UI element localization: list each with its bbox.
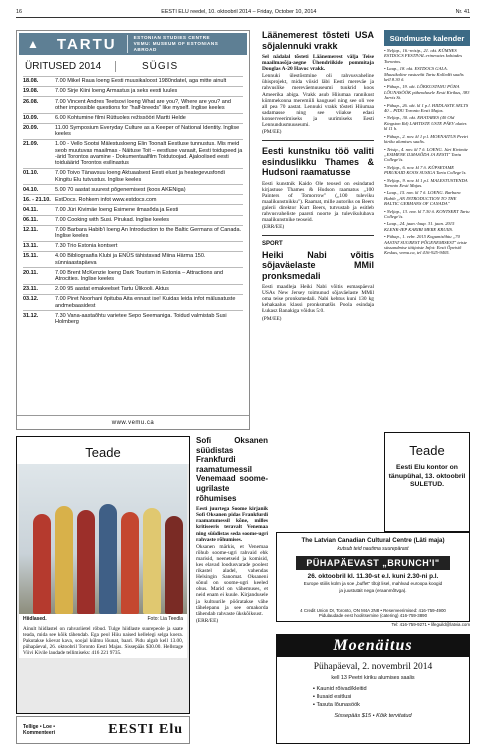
calendar-list [384, 48, 470, 258]
event-row [23, 76, 243, 86]
notice-office-closed [384, 432, 470, 532]
calendar-item: • Laup., 18. okt. ESTDOCS GALA. Muusikaline vastuvõtt Tartu Kolledži saalis kell 8.30 õ. [384, 66, 464, 83]
tartu-events-ad [16, 30, 250, 430]
feature-item: ▪ Tasuta lõunasöök [313, 701, 469, 709]
event-text: 6.00 Kohtumine filmi Rüttuoles režissööri Martti Helde [55, 114, 186, 121]
brunch-date: 26. oktoobril kl. 11.30-st e.l. kuni 2.30-ni p.l. [307, 573, 439, 580]
event-text: 2.00 95 aastat emakeelset Tartu Ülikooli. Aktus [55, 286, 169, 293]
subscribe-text: Tellige • Loe • Kommenteeri [23, 724, 56, 736]
ad-contact: Tel: 416-759-9271 • lifeguild@latvia.com [391, 622, 470, 627]
event-date: 13.11. [23, 243, 38, 250]
tartu-banner [19, 33, 247, 55]
event-row [23, 86, 243, 96]
notice-title: Teade [17, 437, 189, 464]
article-body: Eesti kunstnik Kaido Ole teosed on esindatud kirjastuse Thames & Hudson raamatus „100 Painters of Tomorrow" („100 tuleviku maalikunstnikku"). Raamat, mille autoriks on Beers galerii direktor Kurt Beers, tutvustab ja esitleb rahvusvaheliste paarsti noorte ja tulevikulubava maalikunstnike teoseid. [262, 180, 374, 224]
event-text: 1.00 - Vello Sootsi Mälestusloeng Elin Toonalt Eestluse tunnustus. Mis meid seob muutuvas maailmas - Näituse Toit – eestluse varaait, Eesti toidupeed ja -ärid Torontos avamine - Dokumentaalfilm Toidutoojad. Ajaloolised eesti toiduäärid Torontos esilinastus [55, 141, 243, 167]
brunch-desc: Europe stiilis külm ja soe „buffet" tõüjt lisel, mahlvad euroopa koogid [303, 581, 443, 586]
masthead: EESTI ELU reedel, 10. oktoobril 2014 – Friday, October 10, 2014 [161, 8, 317, 15]
calendar-item: • Pühap., 19. okt. LÕKKUSTANU PÜHA LÕUNASÖÖK pühendusele Eesti Kirikus, 383 Jarvis St. [384, 84, 470, 101]
notice-title: Teade [409, 443, 445, 458]
ad-title: The Latvian Canadian Cultural Centre (Läti maja) [301, 537, 445, 544]
fashion-show-ad [276, 634, 470, 744]
notice-hiidlased [16, 436, 190, 714]
event-date: 26.08. [23, 98, 39, 105]
event-date: 03.12. [23, 296, 39, 303]
event-row [23, 284, 243, 294]
section-tag: SPORT [262, 241, 283, 248]
event-date: 16. - 21.10. [23, 196, 51, 203]
event-text: 7.00 Jüri Kivimäe loeng Esimene ilmasõda ja Eesti [55, 206, 179, 213]
event-row [23, 204, 243, 214]
article-lede: Sel nädalal tõsteti Läänemerest välja Teise maailmasõja-aegne Ühendriikide pommitaja Douglas A-20 Havoc vrakk. [262, 54, 374, 73]
event-features [277, 685, 469, 709]
divider [262, 140, 374, 141]
event-date: 15.11. [23, 253, 38, 260]
event-date: 04.11. [23, 206, 38, 213]
event-place: kell 13 Peetri kiriku alumises saalis [331, 675, 415, 681]
event-text: 7.00 Mikel Raua loeng Eesti muusikaloost 1980ndatel, aga mitte ainult [55, 78, 227, 85]
event-text: 5.00 70 aastat suurest põgenemisest (koos AKENiga) [55, 186, 186, 193]
feature-item: ▪ Kaunid rõivad/kleitid [313, 685, 469, 693]
feature-item: ▪ Ilusaid esitlusi [313, 693, 469, 701]
event-text: 7.30 Vana-aastaõhtu varietee Sepo Seemaniga. Toidud valmistab Susi Holmberg [55, 312, 227, 325]
calendar-item: • Neljap., 6. nov. kl 7 õ. KÜPSETAME PIRUKAID KOOS SUSIGA Tartu College'is. [384, 164, 467, 176]
calendar-title: Sündmuste kalender [384, 30, 470, 46]
article-source: (PM/EE) [262, 129, 282, 136]
photo-caption: Hiidlased. Foto: Lia Teedla [19, 614, 187, 624]
article-headline: Läänemerest tõsteti USA sõjalennuki vrakk [262, 30, 374, 51]
tartu-title: TARTU [56, 35, 117, 53]
event-text: 7.00 Cooking with Susi. Pirukad. Inglise keeles [55, 216, 170, 223]
event-text: 7.30 Trio Estonia kontsert [55, 243, 118, 250]
event-date: 31.12. [23, 312, 39, 319]
article-source: (ERR/EE) [196, 617, 219, 624]
event-date: 18.08. [23, 78, 39, 85]
event-row [23, 96, 243, 112]
event-row [23, 310, 243, 326]
tartu-centre-name: ESTONIAN STUDIES CENTRE VEMU: MUSEUM OF ESTONIANS ABROAD [127, 35, 239, 53]
calendar-item: • Pühap., 2. nov. kl 1 p.l. MOENAITUS Peetri kiriku alumises saalis. [384, 133, 469, 145]
event-date: 23.11. [23, 286, 38, 293]
event-date: 19.08. [23, 88, 39, 95]
event-row [23, 267, 243, 283]
article-lede: Eesti juurtega Soome kirjanik Sofi Oksanen pidas Frankfurdi raamatumessil kõne, milles kritiseeris teravalt Venemaa ning süüdistas seda soome-ugri rahvaste rõhumises. [196, 506, 268, 543]
subscribe-box[interactable] [16, 716, 190, 744]
event-text: 7.00 Sirje Kiini loeng Armastus ja seks eesti luules [55, 88, 178, 95]
event-row [23, 215, 243, 225]
event-date: Pühapäeval, 2. novembril 2014 [313, 662, 433, 672]
ad-footer: 4 Credit Union Dr, Toronto, ON M4A 2N8 • Reserveerimised: 416-759-4900 Pidulaudade eest hoolitsemine (catering) 416-759-3890 [300, 608, 446, 618]
article-source: (PM/EE) [262, 315, 282, 322]
calendar-item: • Teisip., 4. nov. kl 7 õ. LOENG. Jüri Kivimäe „ESIMENE ILMASÕDA JA EESTI" Tartu College'is. [384, 146, 468, 163]
events-heading [19, 59, 247, 73]
tartu-website[interactable]: www.vemu.ca [17, 415, 249, 429]
event-row [23, 113, 243, 123]
season-label: SÜGIS [142, 60, 179, 72]
article-headline: Sofi Oksanen süüdistas Frankfurdi raamatumessil Venemaad soome-ugrilaste rõhumises [196, 436, 268, 503]
page-number-left: 16 [16, 8, 22, 15]
event-text: 7.00 Piret Noorhani õpituba Aita ennast ise! Kuidas leida infot mälusatuste andmebaasidest [55, 296, 236, 309]
event-text: 4.00 Bibliograafia Klubi ja ENÜS tähistavad Miina Härma 150. sünniaastapäeva [55, 253, 206, 266]
event-date: 21.09. [23, 141, 39, 148]
article-laanemerest [262, 30, 374, 323]
eesti-elu-logo: EESTI Elu [108, 722, 183, 737]
event-text: 7.00 Toivo Tänavsuu loeng Aktuaalsest Eesti elust ja heategevusfondi Kingitu Elu tutvustus. Inglise keeles [55, 170, 225, 183]
brunch-banner: PÜHAPÄEVAST „BRUNCH'I" [296, 556, 449, 570]
ad-subtitle: kutsub teid nautima suurepärast [337, 546, 409, 552]
article-source: (ERR/EE) [262, 224, 285, 231]
event-date: 20.11. [23, 269, 38, 276]
article-body: Eesti maadleja Heiki Nabi võitis esmaspäeval USAs New Jersey toimunud sõjaväelaste MMil oma teise pronksmedali. Nabi kehtus kuni 130 kg kehakaalus klassi pronksmatšis Poola esindaja Łukasz Banakiga võidus 5:0. [262, 284, 374, 315]
article-sofi [196, 436, 268, 625]
event-text: 7.00 Barbara Habib'i loeng An Introduction to the Baltic Germans of Canada. Inglise keeles [55, 227, 242, 240]
calendar-item: • Neljap., 30. okt. EHATARES (40 Old Kingston Rd) LAHTISTE USTE PÄEV alates kl 11 h. [384, 115, 467, 132]
calendar-item: • Laup., 24. jaan.-laup. 31. jaan. 2015 KLENK-IEP KARIBI MERE KRUIIS. [384, 221, 455, 232]
event-date: 12.11. [23, 227, 38, 234]
notice-body: Ainult hiidlastel on rahvariietel röbud. Tulge hiidlaste suurepeole ja saate teada, mida see kõik tähendab. Ega peol Hiiu naised kellelegi selga koera. Pakutakse kõevat kava, soojal külmu lõunat, baari. Pidu algab kell 13.00, pühapäeval, 26. oktoobril Toronto Eesti Majas. Sissepääs $30.00. Hellstage Viivi Kivile laudade tellimiseks: 416 221 9735. [19, 624, 187, 658]
tartu-logo-icon: ▲ [27, 36, 39, 51]
article-headline: Eesti kunstniku töö valiti esinduslikku Thames & Hudsoni raamatusse [262, 146, 374, 178]
article-headline: Heiki Nabi võitis sõjaväelaste MMil pronksmedali [262, 249, 374, 281]
event-price: Sissepääs $15 • Kõik tervitatud [334, 713, 412, 719]
event-text: 7.00 Brent McKenzie loeng Dark Tourism in Estonia – Attractions and Atrocities. Inglise keeles [55, 269, 224, 283]
calendar-item: • Neljap., 16.-reisip., 21. okt. KÜMNES ESTDOCS FESTIVAL erinevates kohtades Torontos. [384, 48, 463, 64]
calendar-item: • Pühap., 26. okt. kl 1 p.l. HIIDLASTE SELTS 40 – PIDU Toronto Eesti Majas. [384, 102, 469, 114]
latvian-brunch-ad [276, 532, 470, 622]
article-body: Lennuki ülestõstmine oli rahvusvaheline ühisprojekt, mida viisid läbi Eesti mereväe ja rahvuslike mereväemuuseumi tuukrid koos Ameerika abiga. Vrakk asub Hiiumaa rannikust kümmekonna meremiili kaugusel ning see oli vee all pea 70 aastat. Lennuki vrakk tõsteti Hiiumaa sadamasse ning see viiakse edasi konserveerimiseks ja uurimiseks Eesti Lennundusmuuseumi. [262, 73, 374, 129]
calendar-item: • Laup., 15. nov. kl 7 õ. LOENG. Barbara Habib „AN INTRODUCTION TO THE BALTIC GERMANS OF CANADA" [384, 190, 461, 207]
notice-text: Eesti Elu kontor on tänupühal, 13. oktoobril SULETUD. [388, 464, 466, 488]
event-row [23, 123, 243, 139]
event-text: EstDocs. Rohkem infot www.estdocs.com [55, 196, 157, 203]
event-row [23, 184, 243, 194]
event-row [23, 194, 243, 204]
event-date: 01.10. [23, 170, 39, 177]
moenaitus-logo: Moenäitus [277, 635, 469, 657]
event-row [23, 294, 243, 310]
events-label: ÜRITUSED 2014 [19, 61, 116, 72]
event-row [23, 241, 243, 251]
page-header [16, 6, 470, 18]
divider [262, 235, 374, 236]
event-row [23, 225, 243, 241]
event-text: 7.00 Vincent Andres Teetsovi loeng What are you?, Where are you? and other impossible questions for "half-breeds" like myself. Inglise keeles [55, 98, 231, 111]
event-date: 20.09. [23, 125, 39, 131]
brunch-desc: ja juustutäit nega (eraanmõtvga). [339, 588, 407, 594]
event-text: 11.00 Symposium Everyday Culture as a Keeper of National Identity. Inglise keeles [55, 125, 240, 138]
event-row [23, 251, 243, 267]
calendar-item: • Pühap., 1. vebr. 2015 Kogumisõhtu „70 AASTAT SUUREST PÕGENEMISEST" teiste süssandmise täitjaiste Infot: Eesti Õpetsiõ Keskus, vemu.ca, tel 416-925-9405. [384, 234, 468, 256]
events-list [17, 76, 249, 327]
event-row [23, 139, 243, 168]
event-date: 04.10. [23, 186, 39, 193]
article-body: Oksanen märkis, et Venemaa rõhub soome-ugri rahvaid ehk marisid, neenetseid ja komisid, kes elavad loodusvarade poolest rikastel aladel, vahendas Helsingin Sanomat. Oksaneni sõnul on soome-ugri keeled ohus. Marid on vähemuses, et neid enam ei kuule. Kirjandusele ja kultuurile pööratakse vähe tähelepanu ja see omakorda tähendab rahvaste ükskõiksust. [196, 543, 268, 617]
event-date: 10.09. [23, 114, 39, 121]
hiidlased-photo [19, 464, 187, 614]
page-number-right: Nr. 41 [455, 8, 470, 15]
calendar-item: • Neljap., 13. nov. kl 7.30 õ. KONTSERT Tartu College'is. [384, 208, 470, 219]
event-row [23, 168, 243, 184]
calendar-item: • Neljap., 9. nov. kl 1 p.l. MALESTUSTENDA Toronto Eesti Majas. [384, 177, 468, 188]
event-date: 06.11. [23, 216, 38, 223]
